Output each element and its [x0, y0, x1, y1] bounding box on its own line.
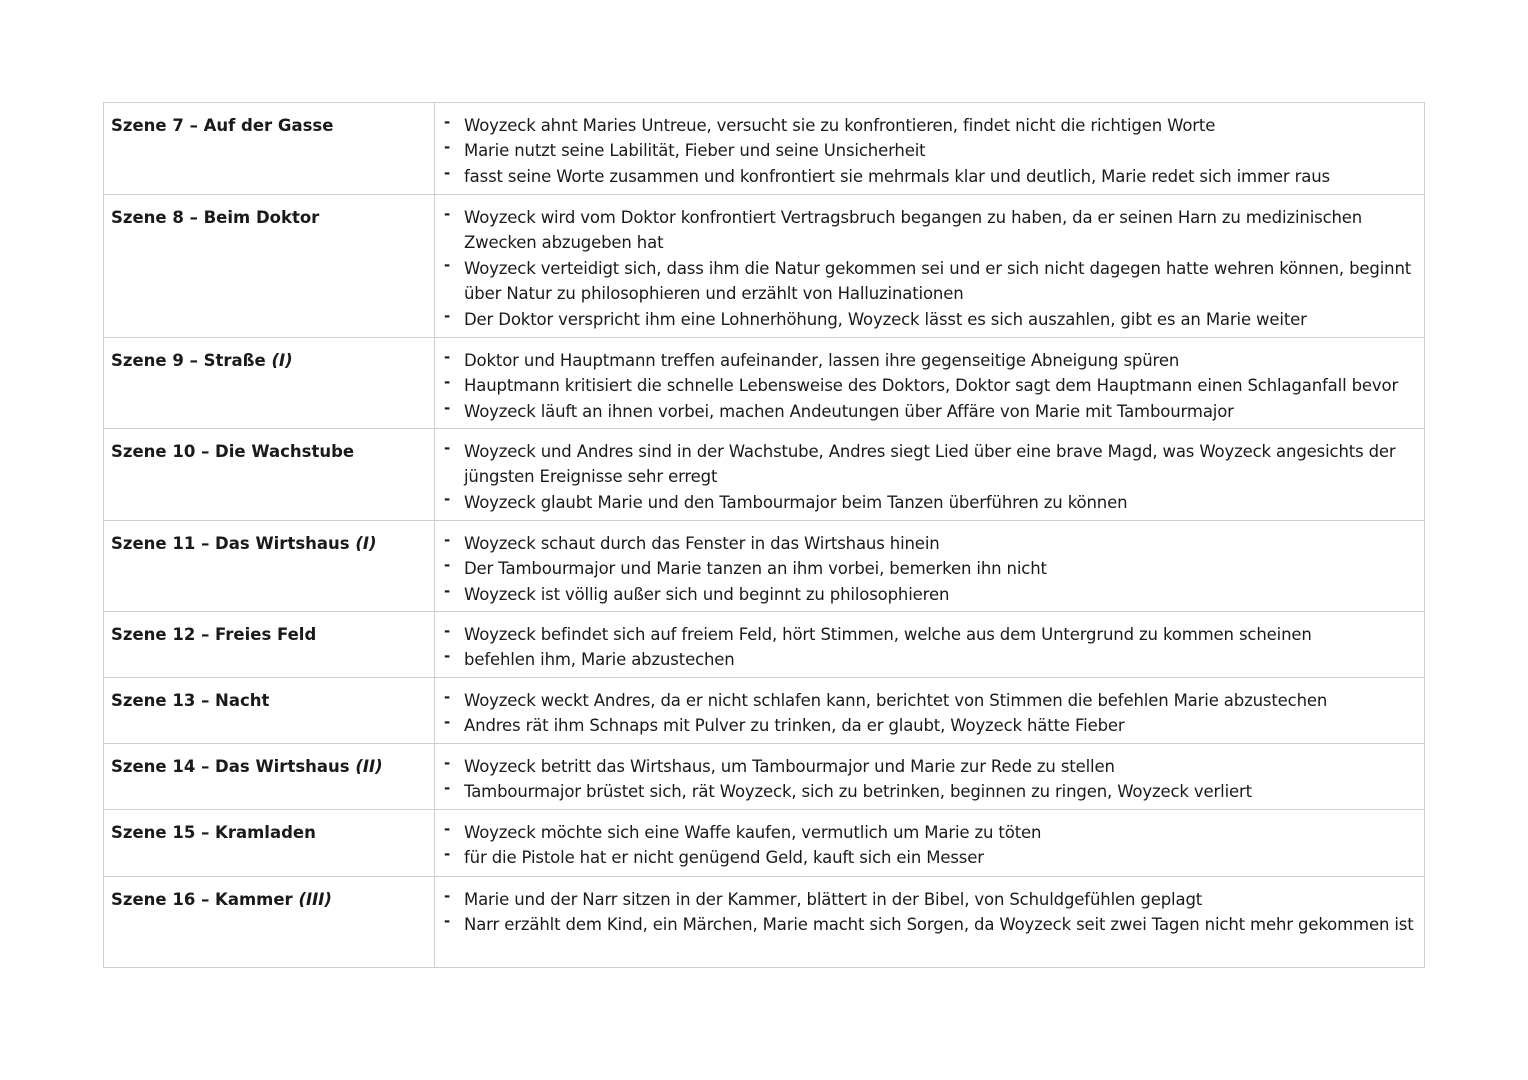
scene-title-suffix: (III) — [298, 890, 332, 909]
table-row — [104, 521, 1425, 612]
table-row — [104, 678, 1425, 744]
bullet-item: - Woyzeck glaubt Marie und den Tambourmajor beim Tanzen überführen zu können — [464, 490, 1417, 515]
bullet-item: - Der Doktor verspricht ihm eine Lohnerhöhung, Woyzeck lässt es sich auszahlen, gibt es an Marie weiter — [464, 307, 1417, 332]
scene-title: Szene 8 – Beim Doktor — [111, 208, 320, 227]
bullet-item: - Woyzeck und Andres sind in der Wachstube, Andres siegt Lied über eine brave Magd, was Woyzeck angesichts der jüngsten Ereignisse sehr erregt — [464, 439, 1417, 490]
bullet-item: - Tambourmajor brüstet sich, rät Woyzeck, sich zu betrinken, beginnen zu ringen, Woyzeck verliert — [464, 779, 1417, 804]
bullet-list — [442, 887, 1417, 938]
bullet-item: - befehlen ihm, Marie abzustechen — [464, 647, 1417, 672]
scene-summary-cell — [435, 521, 1425, 612]
table-row — [104, 744, 1425, 810]
scene-title: Szene 15 – Kramladen — [111, 823, 316, 842]
scene-title-suffix: (I) — [271, 351, 293, 370]
bullet-item: - Doktor und Hauptmann treffen aufeinander, lassen ihre gegenseitige Abneigung spüren — [464, 348, 1417, 373]
table-row — [104, 810, 1425, 877]
bullet-list — [442, 754, 1417, 805]
bullet-list — [442, 348, 1417, 424]
scene-title-cell — [104, 521, 435, 612]
scene-title: Szene 12 – Freies Feld — [111, 625, 317, 644]
bullet-list — [442, 688, 1417, 739]
scene-summary-cell — [435, 744, 1425, 810]
bullet-item: - Woyzeck befindet sich auf freiem Feld, hört Stimmen, welche aus dem Untergrund zu kommen scheinen — [464, 622, 1417, 647]
bullet-item: - Woyzeck ist völlig außer sich und beginnt zu philosophieren — [464, 582, 1417, 607]
scene-title-cell — [104, 877, 435, 968]
scene-title-cell — [104, 195, 435, 338]
scene-title: Szene 14 – Das Wirtshaus (II) — [111, 757, 383, 776]
bullet-list — [442, 205, 1417, 332]
scene-title-cell — [104, 338, 435, 429]
scene-summary-cell — [435, 612, 1425, 678]
bullet-item: - Woyzeck läuft an ihnen vorbei, machen Andeutungen über Affäre von Marie mit Tambourmajor — [464, 399, 1417, 424]
table-row — [104, 195, 1425, 338]
scene-summary-table — [103, 102, 1425, 968]
scene-summary-cell — [435, 810, 1425, 877]
bullet-item: - Woyzeck betritt das Wirtshaus, um Tambourmajor und Marie zur Rede zu stellen — [464, 754, 1417, 779]
bullet-item: - Woyzeck schaut durch das Fenster in das Wirtshaus hinein — [464, 531, 1417, 556]
bullet-list — [442, 439, 1417, 515]
scene-title-cell — [104, 103, 435, 195]
bullet-item: - Woyzeck weckt Andres, da er nicht schlafen kann, berichtet von Stimmen die befehlen Marie abzustechen — [464, 688, 1417, 713]
scene-title: Szene 16 – Kammer (III) — [111, 890, 332, 909]
bullet-list — [442, 113, 1417, 189]
scene-title-cell — [104, 810, 435, 877]
bullet-item: - Narr erzählt dem Kind, ein Märchen, Marie macht sich Sorgen, da Woyzeck seit zwei Tagen nicht mehr gekommen ist — [464, 912, 1417, 937]
bullet-list — [442, 531, 1417, 607]
bullet-item: - Marie und der Narr sitzen in der Kammer, blättert in der Bibel, von Schuldgefühlen geplagt — [464, 887, 1417, 912]
scene-title-cell — [104, 612, 435, 678]
scene-title-cell — [104, 678, 435, 744]
table-row — [104, 612, 1425, 678]
scene-summary-cell — [435, 195, 1425, 338]
bullet-item: - Hauptmann kritisiert die schnelle Lebensweise des Doktors, Doktor sagt dem Hauptmann einen Schlaganfall bevor — [464, 373, 1417, 398]
bullet-item: - Woyzeck verteidigt sich, dass ihm die Natur gekommen sei und er sich nicht dagegen hatte wehren können, beginnt über Natur zu philosophieren und erzählt von Halluzinationen — [464, 256, 1417, 307]
scene-title-cell — [104, 429, 435, 521]
bullet-item: - Woyzeck wird vom Doktor konfrontiert Vertragsbruch begangen zu haben, da er seinen Harn zu medizinischen Zwecken abzugeben hat — [464, 205, 1417, 256]
table-row — [104, 103, 1425, 195]
scene-summary-cell — [435, 678, 1425, 744]
bullet-item: - Marie nutzt seine Labilität, Fieber und seine Unsicherheit — [464, 138, 1417, 163]
bullet-item: - fasst seine Worte zusammen und konfrontiert sie mehrmals klar und deutlich, Marie redet sich immer raus — [464, 164, 1417, 189]
bullet-item: - Woyzeck möchte sich eine Waffe kaufen, vermutlich um Marie zu töten — [464, 820, 1417, 845]
scene-summary-cell — [435, 877, 1425, 968]
bullet-item: - Andres rät ihm Schnaps mit Pulver zu trinken, da er glaubt, Woyzeck hätte Fieber — [464, 713, 1417, 738]
scene-title: Szene 11 – Das Wirtshaus (I) — [111, 534, 377, 553]
bullet-list — [442, 622, 1417, 673]
table-row — [104, 429, 1425, 521]
bullet-item: - Woyzeck ahnt Maries Untreue, versucht sie zu konfrontieren, findet nicht die richtigen Worte — [464, 113, 1417, 138]
scene-title: Szene 7 – Auf der Gasse — [111, 116, 334, 135]
scene-title: Szene 13 – Nacht — [111, 691, 270, 710]
scene-title-suffix: (II) — [355, 757, 383, 776]
scene-summary-cell — [435, 338, 1425, 429]
scene-title-suffix: (I) — [355, 534, 377, 553]
bullet-list — [442, 820, 1417, 871]
scene-title-cell — [104, 744, 435, 810]
bullet-item: - Der Tambourmajor und Marie tanzen an ihm vorbei, bemerken ihn nicht — [464, 556, 1417, 581]
scene-summary-cell — [435, 429, 1425, 521]
bullet-item: - für die Pistole hat er nicht genügend Geld, kauft sich ein Messer — [464, 845, 1417, 870]
table-row — [104, 877, 1425, 968]
scene-summary-cell — [435, 103, 1425, 195]
table-row — [104, 338, 1425, 429]
scene-title: Szene 10 – Die Wachstube — [111, 442, 355, 461]
scene-title: Szene 9 – Straße (I) — [111, 351, 293, 370]
